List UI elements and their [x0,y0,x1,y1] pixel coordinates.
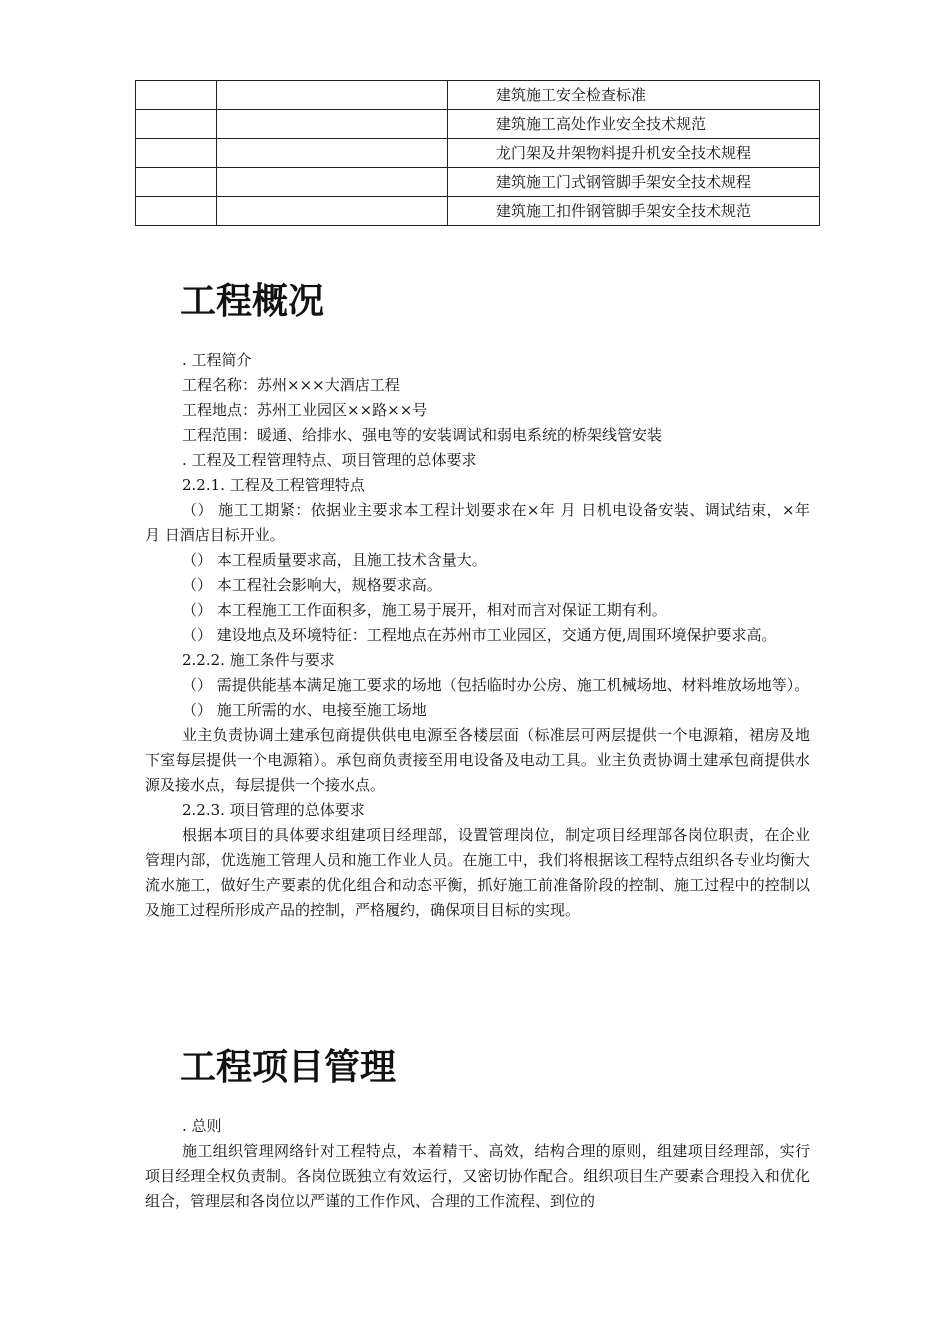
standard-name-cell: 建筑施工门式钢管脚手架安全技术规程 [448,168,820,197]
subheading-characteristics: . 工程及工程管理特点、项目管理的总体要求 [182,451,477,469]
project-name: 工程名称：苏州×××大酒店工程 [182,376,400,394]
table-cell [136,168,217,197]
list-item: （） 本工程社会影响大，规格要求高。 [182,576,442,594]
section-title-overview: 工程概况 [180,281,325,322]
list-item: （） 需提供能基本满足施工要求的场地（包括临时办公房、施工机械场地、材料堆放场地等）。 [182,676,810,694]
list-item: （） 建设地点及环境特征：工程地点在苏州市工业园区，交通方便,周围环境保护要求高。 [182,626,777,644]
table-cell [217,197,448,226]
table-cell [136,139,217,168]
body-paragraph: 业主负责协调土建承包商提供供电电源至各楼层面（标准层可两层提供一个电源箱，裙房及地下室每层提供一个电源箱）。承包商负责接至用电设备及电动工具。业主负责协调土建承包商提供水源及接水点，每层提供一个接水点。 [145,726,810,794]
list-item: （） 本工程质量要求高，且施工技术含量大。 [182,551,487,569]
table-row [136,197,820,226]
table-cell [136,110,217,139]
table-cell [217,139,448,168]
standards-table [135,80,820,226]
body-paragraph: 施工组织管理网络针对工程特点，本着精干、高效，结构合理的原则，组建项目经理部，实行项目经理全权负责制。各岗位既独立有效运行，又密切协作配合。组织项目生产要素合理投入和优化组合，管理层和各岗位以严谨的工作作风、合理的工作流程、到位的 [145,1142,810,1210]
project-scope: 工程范围：暖通、给排水、强电等的安装调试和弱电系统的桥架线管安装 [182,426,663,444]
subheading-general: . 总则 [182,1117,222,1135]
subheading-2-2-2: 2.2.2. 施工条件与要求 [182,651,335,669]
standard-name-cell: 龙门架及井架物料提升机安全技术规程 [448,139,820,168]
standard-name-cell: 建筑施工安全检查标准 [448,81,820,110]
list-item: （） 施工所需的水、电接至施工场地 [182,701,427,719]
management-section [145,1114,810,1214]
subheading-2-2-3: 2.2.3. 项目管理的总体要求 [182,801,365,819]
standard-name-cell: 建筑施工扣件钢管脚手架安全技术规范 [448,197,820,226]
list-item: （） 施工工期紧：依据业主要求本工程计划要求在×年 月 日机电设备安装、调试结束，×年 月 日酒店目标开业。 [145,501,810,544]
table-row [136,168,820,197]
overview-section [145,348,810,923]
table-cell [217,110,448,139]
table-cell [136,197,217,226]
table-cell [217,81,448,110]
subheading-2-2-1: 2.2.1. 工程及工程管理特点 [182,476,365,494]
table-cell [136,81,217,110]
body-paragraph: 根据本项目的具体要求组建项目经理部，设置管理岗位，制定项目经理部各岗位职责，在企业管理内部，优选施工管理人员和施工作业人员。在施工中，我们将根据该工程特点组织各专业均衡大流水施工，做好生产要素的优化组合和动态平衡，抓好施工前准备阶段的控制、施工过程中的控制以及施工过程所形成产品的控制，严格履约，确保项目目标的实现。 [145,826,810,919]
table-row [136,139,820,168]
subheading-intro: . 工程简介 [182,351,252,369]
table-row [136,110,820,139]
list-item: （） 本工程施工工作面积多，施工易于展开，相对而言对保证工期有利。 [182,601,667,619]
section-title-management: 工程项目管理 [180,1047,397,1088]
table-row [136,81,820,110]
project-location: 工程地点：苏州工业园区××路××号 [182,401,428,419]
table-cell [217,168,448,197]
standard-name-cell: 建筑施工高处作业安全技术规范 [448,110,820,139]
